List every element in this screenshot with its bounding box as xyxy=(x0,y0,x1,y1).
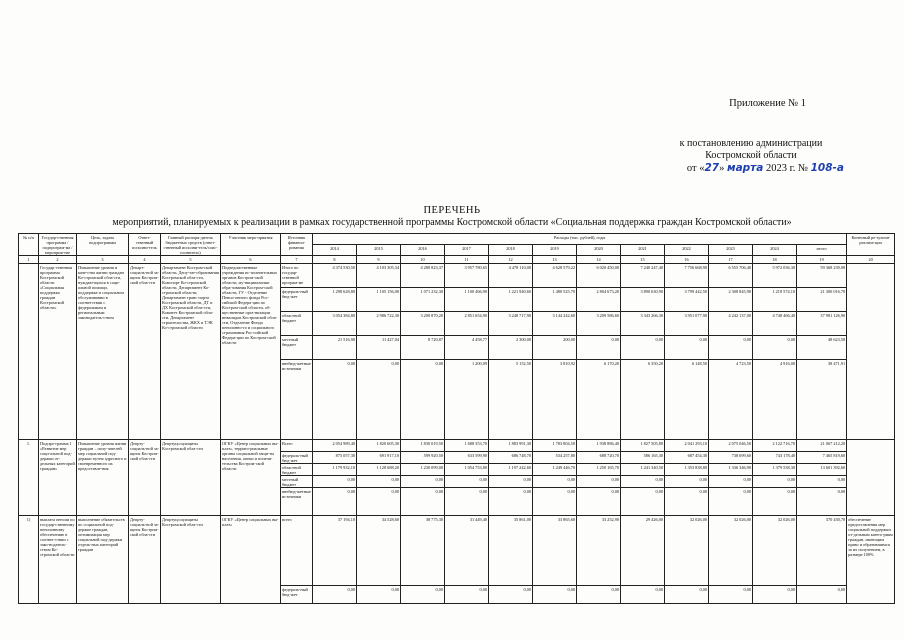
cell-program: Государ-ственная программа Костромской области «Социальная поддержка граждан Костромской области» xyxy=(39,264,77,440)
cell-amount: 1 820 605,30 xyxy=(357,440,401,452)
cell-amount: 1 100 466,90 xyxy=(445,288,489,312)
cell-num: 1) xyxy=(19,516,39,604)
cell-amount: 4 374 530,50 xyxy=(313,264,357,288)
cell-amount: 0,00 xyxy=(577,586,621,604)
cell-amount: 1 230 099,00 xyxy=(401,464,445,476)
header-year: 2014 xyxy=(313,245,357,256)
cell-amount: 743 178,40 xyxy=(753,452,797,464)
column-number: 14 xyxy=(577,256,621,264)
table-row xyxy=(19,516,895,586)
cell-amount: 1 783 804,50 xyxy=(533,440,577,452)
cell-amount: 37 981 126,90 xyxy=(797,312,847,336)
cell-amount: 3 248 717,90 xyxy=(489,312,533,336)
cell-amount: 21 300 016,70 xyxy=(797,288,847,312)
cell-amount: 1 071 232,30 xyxy=(401,288,445,312)
cell-amount: 13 601 392,60 xyxy=(797,464,847,476)
cell-amount: 0,00 xyxy=(489,488,533,516)
cell-source: областной бюджет xyxy=(281,312,313,336)
cell-amount: 1 827 505,80 xyxy=(621,440,665,452)
cell-amount: 586 165,30 xyxy=(621,452,665,464)
cell-amount: 34 528,60 xyxy=(357,516,401,586)
cell-manager: Депртуцсоцзащиты Костромской обла-сти xyxy=(161,440,221,516)
cell-amount: 738 699,60 xyxy=(709,452,753,464)
cell-amount: 0,00 xyxy=(753,488,797,516)
cell-amount: 2 986 722,30 xyxy=(357,312,401,336)
cell-amount: 0,00 xyxy=(665,488,709,516)
cell-amount: 0,00 xyxy=(621,336,665,360)
cell-amount: 4 916,00 xyxy=(753,360,797,440)
cell-amount: 0,00 xyxy=(445,488,489,516)
column-number: 1 xyxy=(19,256,39,264)
cell-amount: 633 599,90 xyxy=(445,452,489,464)
cell-amount: 0,00 xyxy=(665,586,709,604)
cell-amount: 6 170,20 xyxy=(577,360,621,440)
cell-amount: 0,00 xyxy=(357,586,401,604)
cell-program: Подпро-грамма 1 «Развитие мер соци-альной под-держки от-дельных категорий граждан» xyxy=(39,440,77,516)
cell-amount: 8 720,87 xyxy=(401,336,445,360)
header-row xyxy=(19,234,895,245)
cell-amount: 370 430,70 xyxy=(797,516,847,586)
cell-amount: 29 426,00 xyxy=(621,516,665,586)
column-number: 18 xyxy=(753,256,797,264)
column-number: 7 xyxy=(281,256,313,264)
cell-amount: 0,00 xyxy=(313,586,357,604)
cell-amount: 0,00 xyxy=(533,586,577,604)
header-expenses: Расходы (тыс. рублей), годы xyxy=(313,234,847,245)
cell-amount: 38 471,91 xyxy=(797,360,847,440)
cell-num: 1. xyxy=(19,440,39,516)
cell-amount: 1 480 525,70 xyxy=(533,288,577,312)
cell-amount: 3 144 242,60 xyxy=(533,312,577,336)
cell-amount: 7 240 247,40 xyxy=(621,264,665,288)
decree-reference xyxy=(656,138,846,162)
cell-amount: 3 810,92 xyxy=(533,360,577,440)
header-manager: Главный распоря-дитель бюджетных средств (ответ-ственный исполни-тель/соис-полнитель) xyxy=(161,234,221,256)
cell-participant: ОГКУ «Центр социальных вы-плат», террито-риальные органы социальной защи-ты населения, опеки и попечи-тельства Костром-ской области xyxy=(221,440,281,516)
cell-amount: 4 628 579,22 xyxy=(533,264,577,288)
cell-amount: 1 200,09 xyxy=(445,360,489,440)
header-year: 2021 xyxy=(621,245,665,256)
cell-source: Всего xyxy=(281,440,313,452)
cell-amount: 0,00 xyxy=(753,586,797,604)
header-year: 2023 xyxy=(709,245,753,256)
cell-amount: 0,00 xyxy=(709,586,753,604)
cell-amount: 1 379 538,30 xyxy=(753,464,797,476)
cell-executor: Депрту-социаль-ной за-щиты Костром-ской обла-сти xyxy=(129,440,161,516)
cell-amount: 38 775,30 xyxy=(401,516,445,586)
cell-amount: 0,00 xyxy=(401,488,445,516)
cell-amount: 2 041 293,10 xyxy=(665,440,709,452)
header-year: итого xyxy=(797,245,847,256)
cell-amount: 3 200 870,20 xyxy=(401,312,445,336)
header-num: № п/п xyxy=(19,234,39,256)
column-number: 3 xyxy=(77,256,129,264)
cell-amount: 0,00 xyxy=(313,488,357,516)
cell-amount: 0,00 xyxy=(357,488,401,516)
column-number-row xyxy=(19,256,895,264)
cell-result xyxy=(847,440,895,516)
cell-source: внебюд-жетные источники xyxy=(281,360,313,440)
cell-amount: 1 883 991,30 xyxy=(489,440,533,452)
cell-source: Итого по государ-ственной програм-ме xyxy=(281,264,313,288)
column-number: 13 xyxy=(533,256,577,264)
cell-amount: 3 209 586,60 xyxy=(577,312,621,336)
header-source: Источник финанси-рования xyxy=(281,234,313,256)
cell-amount: 33 865,60 xyxy=(533,516,577,586)
cell-amount: 0,00 xyxy=(445,476,489,488)
cell-participant: ОГКУ «Центр социальных вы-плат» xyxy=(221,516,281,604)
column-number: 4 xyxy=(129,256,161,264)
header-year: 2017 xyxy=(445,245,489,256)
cell-amount: 3 343 266,30 xyxy=(621,312,665,336)
cell-amount: 48 623,58 xyxy=(797,336,847,360)
cell-amount: 5 152,50 xyxy=(489,360,533,440)
cell-amount: 0,00 xyxy=(533,488,577,516)
cell-amount: 0,00 xyxy=(709,336,753,360)
cell-amount: 691 917,10 xyxy=(357,452,401,464)
cell-amount: 3 054 384,80 xyxy=(313,312,357,336)
cell-amount: 0,00 xyxy=(665,336,709,360)
cell-goal: Повышение уровня и каче-ства жизни граждан Ко-стромской обла-сти, нуждаю-щихся в соци-альной помощи, поддержке и социальном обслуживании в соответствии с федеральным и региональным законодатель-ством xyxy=(77,264,129,440)
date-mid: » xyxy=(719,163,727,174)
cell-amount: 0,00 xyxy=(621,476,665,488)
cell-amount: 1 221 940,60 xyxy=(489,288,533,312)
cell-amount: 2 122 716,70 xyxy=(753,440,797,452)
column-number: 20 xyxy=(847,256,895,264)
cell-amount: 3 799 442,50 xyxy=(665,288,709,312)
cell-amount: 1 353 838,80 xyxy=(665,464,709,476)
cell-amount: 686 748,70 xyxy=(489,452,533,464)
cell-amount: 32 026,00 xyxy=(753,516,797,586)
header-goal: Цель, задача подпрограммы xyxy=(77,234,129,256)
cell-amount: 2 054 989,40 xyxy=(313,440,357,452)
cell-amount: 0,00 xyxy=(489,586,533,604)
column-number: 11 xyxy=(445,256,489,264)
cell-amount: 0,00 xyxy=(577,476,621,488)
cell-amount: 1 938 886,40 xyxy=(577,440,621,452)
header-year: 2018 xyxy=(489,245,533,256)
column-number: 16 xyxy=(665,256,709,264)
cell-amount: 4 458,77 xyxy=(445,336,489,360)
cell-source: внебюд-жетные источники xyxy=(281,488,313,516)
cell-amount: 1 054 753,80 xyxy=(445,464,489,476)
cell-amount: 0,00 xyxy=(709,476,753,488)
cell-source: федераль-ный бюд-жет xyxy=(281,452,313,464)
header-program: Государ-ственная программа /подпрограм-ма /мероприя-тие xyxy=(39,234,77,256)
cell-amount: 599 920,50 xyxy=(401,452,445,464)
cell-source: федераль-ный бюд-жет xyxy=(281,586,313,604)
header-result: Конечный ре-зультат реализа-ции xyxy=(847,234,895,256)
cell-manager: Департамент Костром-ской области, Депу-тат-образования Костромской обла-сти, Комспорт Ко-стромской области, Департамент Ко-стромской области, Департамент транс-порта Костромской области, ДТ и ДХ Костромской обла-сти, Комитет Костромской обла-сти, Департамент строительства, ЖКХ и ТЭК Ко-стромской области xyxy=(161,264,221,440)
cell-amount: 0,00 xyxy=(665,476,709,488)
cell-amount: 0,00 xyxy=(577,336,621,360)
cell-amount: 2 075 046,50 xyxy=(709,440,753,452)
cell-amount: 3 890 630,90 xyxy=(621,288,665,312)
cell-amount: 37 194,10 xyxy=(313,516,357,586)
cell-amount: 688 720,70 xyxy=(577,452,621,464)
cell-amount: 1 830 019,50 xyxy=(401,440,445,452)
cell-source: областной бюджет xyxy=(281,464,313,476)
decree-number-handwritten: 108-а xyxy=(810,162,844,174)
decree-date-line xyxy=(687,162,844,175)
document-subtitle: мероприятий, планируемых к реализации в рамках государственной программы Костромской области «Социальная поддержка граждан Костромской области» xyxy=(112,217,792,228)
cell-amount: 1 250 165,70 xyxy=(577,464,621,476)
cell-executor: Департ-социаль-ной за-щиты Костром-ской обла-сти xyxy=(129,264,161,440)
column-number: 17 xyxy=(709,256,753,264)
cell-manager: Депртуцсоцзащиты Костромской обла-сти xyxy=(161,516,221,604)
cell-amount: 4 478 110,00 xyxy=(489,264,533,288)
cell-amount: 6 555 706,40 xyxy=(709,264,753,288)
header-year: 2015 xyxy=(357,245,401,256)
cell-amount: 0,00 xyxy=(357,360,401,440)
header-participant: Участник меро-приятия xyxy=(221,234,281,256)
column-number: 9 xyxy=(357,256,401,264)
header-year: 2019 xyxy=(533,245,577,256)
cell-amount: 2 300,00 xyxy=(489,336,533,360)
table-row xyxy=(19,440,895,452)
cell-amount: 4 280 823,37 xyxy=(401,264,445,288)
cell-amount: 1 336 346,90 xyxy=(709,464,753,476)
cell-source: федераль-ный бюд-жет xyxy=(281,288,313,312)
cell-source: местный бюджет xyxy=(281,336,313,360)
cell-amount: 2 804 673,20 xyxy=(577,288,621,312)
cell-amount: 6 148,50 xyxy=(665,360,709,440)
cell-amount: 35 861,00 xyxy=(489,516,533,586)
cell-amount: 1 179 932,10 xyxy=(313,464,357,476)
cell-amount: 1 298 628,80 xyxy=(313,288,357,312)
cell-participant: Подведомственные учреждения ис-полнительных органов Костром-ской области, му-ниципальные обра-зования Костром-ской области, ГУ - Отделение Пенси-онного фонда Рос-сийской Федера-ции по Костром-ской области, об-щественные орга-низации инвалидов Костромской обла-сти, Отделение Фонда пенсионно-го и социального страхования Рос-сийской Федера-ции по Костром-ской области xyxy=(221,264,281,440)
cell-amount: 21 067 212,20 xyxy=(797,440,847,452)
column-number: 19 xyxy=(797,256,847,264)
cell-amount: 32 026,00 xyxy=(665,516,709,586)
cell-amount: 0,00 xyxy=(357,476,401,488)
document-title: ПЕРЕЧЕНЬ xyxy=(423,205,481,216)
cell-amount: 0,00 xyxy=(445,586,489,604)
cell-amount: 0,00 xyxy=(753,336,797,360)
cell-amount: 0,00 xyxy=(621,586,665,604)
cell-amount: 0,00 xyxy=(753,476,797,488)
column-number: 12 xyxy=(489,256,533,264)
column-number: 10 xyxy=(401,256,445,264)
cell-amount: 0,00 xyxy=(621,488,665,516)
cell-goal: выполнение обязательств по социальной под-держке граждан, оптимизация мер социальной под-держки отдель-ных категорий граждан xyxy=(77,516,129,604)
cell-amount: 7 756 668,90 xyxy=(665,264,709,288)
cell-amount: 0,00 xyxy=(797,586,847,604)
table-body xyxy=(19,264,895,604)
cell-num xyxy=(19,264,39,440)
cell-amount: 1 128 688,20 xyxy=(357,464,401,476)
cell-result: обеспечение предоставления мер социальной поддержки от-дельным катего-риям граждан, имеющим право и обратившимся за их получением, в размере 100% xyxy=(847,516,895,604)
cell-amount: 4 242 137,00 xyxy=(709,312,753,336)
cell-amount: 0,00 xyxy=(401,586,445,604)
cell-source: местный бюджет xyxy=(281,476,313,488)
cell-amount: 0,00 xyxy=(489,476,533,488)
cell-executor: Депрту-социаль-ной за-щиты Костром-ской обла-сти xyxy=(129,516,161,604)
cell-goal: Повышение уровня жизни граждан – полу-чателей мер социальной под-держки путем адресного и своевременного их предоставле-ния xyxy=(77,440,129,516)
table-row xyxy=(19,264,895,288)
cell-amount: 59 368 239,08 xyxy=(797,264,847,288)
cell-amount: 0,00 xyxy=(313,476,357,488)
column-number: 2 xyxy=(39,256,77,264)
cell-amount: 7 465 819,60 xyxy=(797,452,847,464)
decree-line-1: к постановлению администрации xyxy=(679,138,823,149)
cell-amount: 6 020 450,00 xyxy=(577,264,621,288)
cell-amount: 11 427,04 xyxy=(357,336,401,360)
cell-amount: 687 454,30 xyxy=(665,452,709,464)
cell-amount: 4 103 305,34 xyxy=(357,264,401,288)
cell-amount: 0,00 xyxy=(797,476,847,488)
date-year: 2023 г. № xyxy=(765,163,808,174)
cell-amount: 32 026,00 xyxy=(709,516,753,586)
cell-amount: 1 197 242,60 xyxy=(489,464,533,476)
cell-amount: 0,00 xyxy=(533,476,577,488)
appendix-label: Приложение № 1 xyxy=(729,98,806,109)
cell-amount: 33 252,90 xyxy=(577,516,621,586)
cell-amount: 4 748 466,40 xyxy=(753,312,797,336)
cell-amount: 534 257,80 xyxy=(533,452,577,464)
cell-amount: 4 723,50 xyxy=(709,360,753,440)
cell-result xyxy=(847,264,895,440)
cell-amount: 3 957 780,65 xyxy=(445,264,489,288)
cell-amount: 31 449,40 xyxy=(445,516,489,586)
header-year: 2024 xyxy=(753,245,797,256)
cell-amount: 0,00 xyxy=(797,488,847,516)
cell-amount: 200,00 xyxy=(533,336,577,360)
cell-amount: 0,00 xyxy=(577,488,621,516)
header-year: 2016 xyxy=(401,245,445,256)
cell-amount: 3 951 077,90 xyxy=(665,312,709,336)
decree-line-2: Костромской области xyxy=(705,150,797,161)
header-year: 2022 xyxy=(665,245,709,256)
cell-amount: 6 350,20 xyxy=(621,360,665,440)
cell-source: всего xyxy=(281,516,313,586)
date-day-handwritten: 27 xyxy=(704,162,720,174)
cell-amount: 0,00 xyxy=(401,476,445,488)
cell-amount: 1 249 446,70 xyxy=(533,464,577,476)
cell-amount: 0,00 xyxy=(709,488,753,516)
cell-amount: 0,00 xyxy=(401,360,445,440)
header-executor: Ответ-ственный исполни-тель xyxy=(129,234,161,256)
column-number: 6 xyxy=(221,256,281,264)
cell-amount: 875 057,30 xyxy=(313,452,357,464)
cell-amount: 1 218 574,10 xyxy=(753,288,797,312)
cell-amount: 2 851 654,90 xyxy=(445,312,489,336)
cell-amount: 1 241 340,50 xyxy=(621,464,665,476)
cell-program: выплата пенсии по государ-ственному пенсионному обеспечению в соответ-ствии с зако-нодатель-ством Ко-стромской области xyxy=(39,516,77,604)
cell-amount: 2 308 845,90 xyxy=(709,288,753,312)
cell-amount: 21 516,90 xyxy=(313,336,357,360)
column-number: 8 xyxy=(313,256,357,264)
measures-table xyxy=(18,233,895,604)
date-month-handwritten: марта xyxy=(727,162,764,174)
column-number: 15 xyxy=(621,256,665,264)
column-number: 5 xyxy=(161,256,221,264)
header-year: 2020 xyxy=(577,245,621,256)
cell-amount: 1 688 353,70 xyxy=(445,440,489,452)
cell-amount: 0,00 xyxy=(313,360,357,440)
date-prefix: от « xyxy=(686,163,705,174)
cell-amount: 5 972 036,30 xyxy=(753,264,797,288)
cell-amount: 1 105 156,00 xyxy=(357,288,401,312)
